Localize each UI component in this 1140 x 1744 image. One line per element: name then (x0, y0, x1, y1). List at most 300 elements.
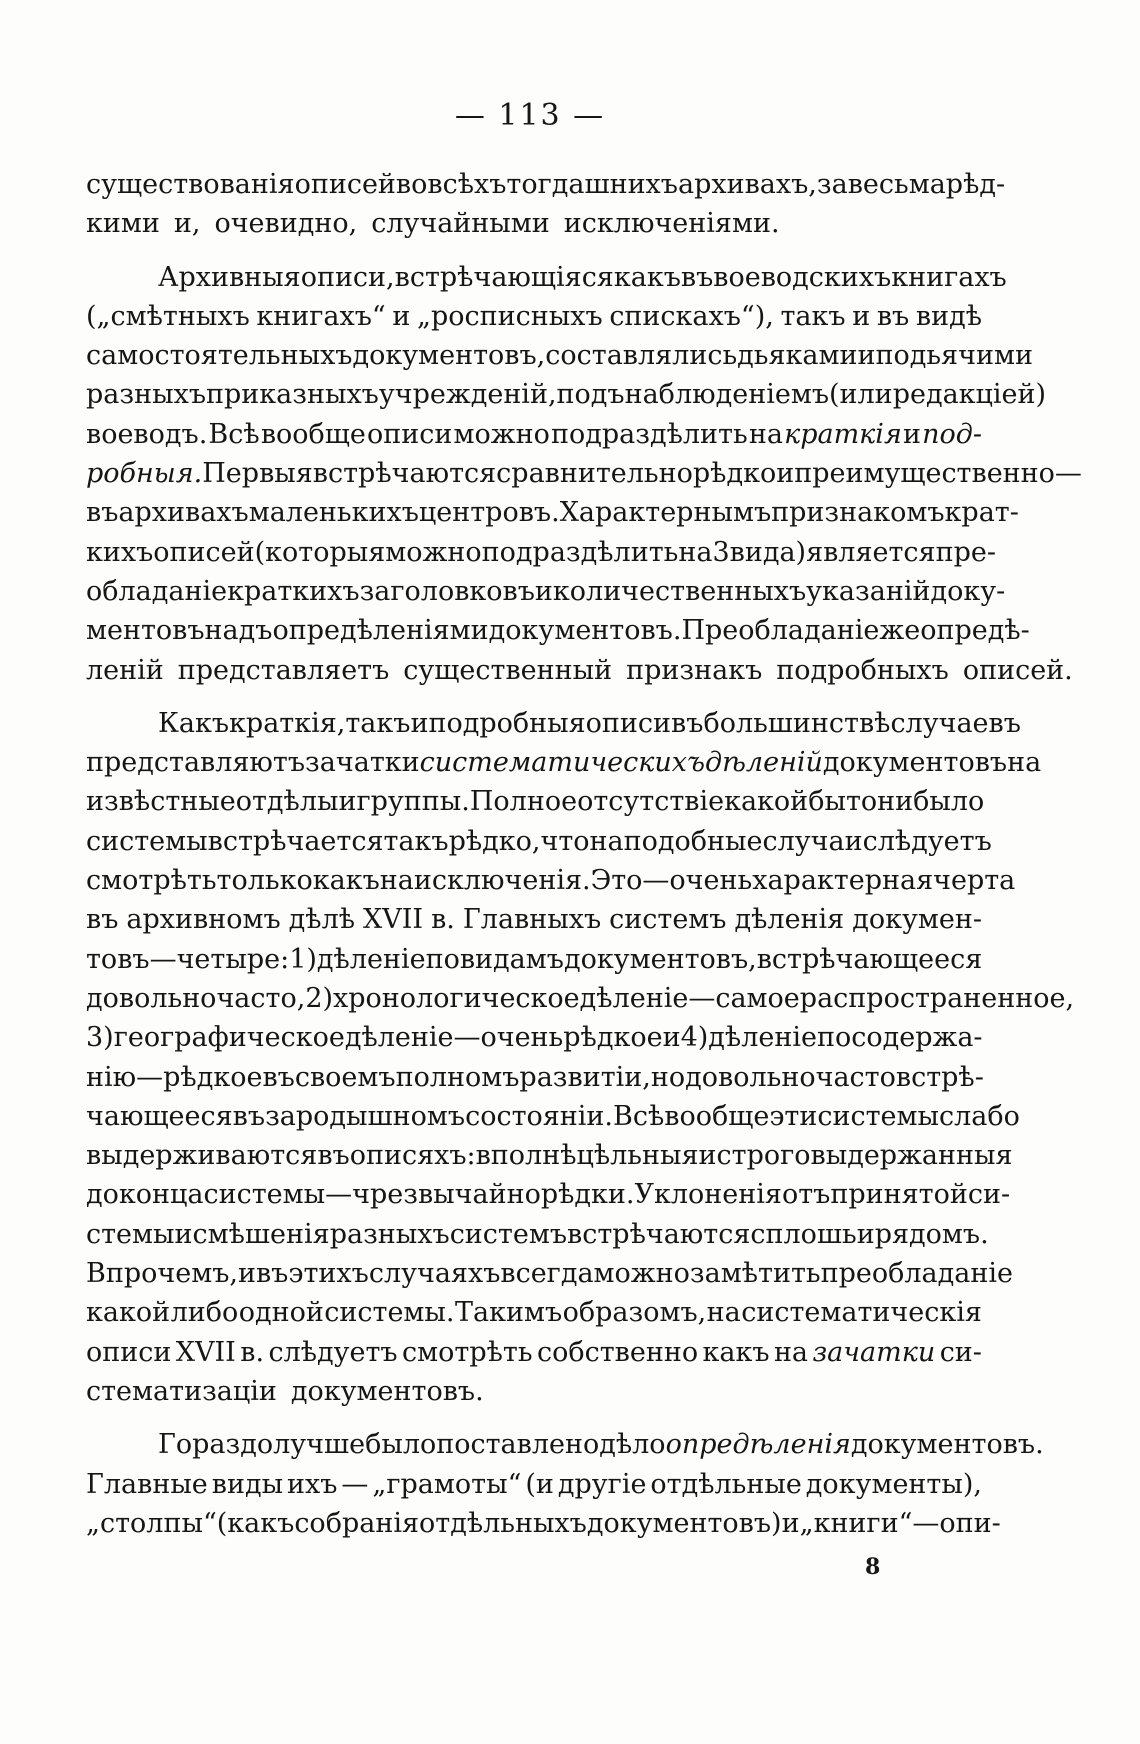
word: только (216, 865, 313, 897)
word: 1) (289, 943, 317, 975)
word: довольно (685, 1061, 816, 1093)
text-line (86, 336, 1033, 375)
word: документовъ, (352, 340, 546, 372)
word: полномъ (395, 1061, 520, 1093)
word: образомъ, (562, 1297, 707, 1329)
word: своемъ (294, 1061, 396, 1093)
word: географическое (113, 1022, 345, 1054)
word: и (781, 1507, 800, 1539)
word: Гораздо (158, 1429, 274, 1461)
word: описи, (300, 261, 395, 293)
body-text (86, 165, 1082, 1543)
word: на (589, 825, 624, 857)
word: въ (680, 261, 714, 293)
word: содержа- (851, 1022, 983, 1054)
word: выдерживаются (86, 1140, 318, 1172)
word: отъ (781, 1179, 831, 1211)
word: (или (829, 379, 893, 411)
word: учрежденій, (378, 379, 557, 411)
word: на (379, 865, 414, 897)
word: бы (808, 786, 846, 818)
word: указаній (806, 575, 931, 607)
word: и (662, 1022, 681, 1054)
word: Впрочемъ, (86, 1258, 238, 1290)
word: такъ (383, 825, 449, 857)
word: — (341, 1468, 369, 1500)
word: характерная (752, 865, 934, 897)
word: вида) (729, 536, 807, 568)
word: разныхъ (86, 379, 206, 411)
text-line (86, 415, 982, 454)
word: такъ (780, 300, 846, 332)
word: лучше (273, 1429, 366, 1461)
italic-word: краткія (784, 418, 902, 450)
word: тогдашнихъ (506, 169, 678, 200)
word: подьячими (875, 340, 1033, 372)
word: виды (211, 1468, 284, 1500)
word: дѣлѣ (288, 904, 356, 936)
word: описи (367, 418, 453, 450)
word: четыре: (176, 943, 290, 975)
text-line (86, 1372, 982, 1411)
word: подраздѣлить (481, 536, 679, 568)
italic-word: дѣленій (704, 747, 823, 779)
paragraph (86, 258, 1082, 690)
word: книгахъ (891, 261, 1007, 293)
word: стемы (86, 1218, 175, 1250)
word: Характернымъ (559, 497, 772, 529)
word: отдѣльные (650, 1468, 802, 1500)
text-line (86, 900, 982, 939)
word: одной (238, 1297, 324, 1329)
word: развитіи, (519, 1061, 651, 1093)
paragraph-gap (86, 690, 982, 704)
word: системы (86, 825, 208, 857)
word: дѣло (599, 1429, 666, 1461)
word: признакъ (626, 654, 763, 686)
word: встрѣчающіяся (394, 261, 614, 293)
page-number-header: — 113 — (454, 98, 606, 133)
word: смѣшенія (192, 1218, 330, 1250)
paragraph (86, 165, 1006, 244)
word: „столпы“ (86, 1507, 217, 1539)
word: маленькихъ (248, 497, 419, 529)
word: документовъ (822, 747, 1008, 779)
word: краткихъ (227, 575, 360, 607)
text-line (86, 861, 1016, 900)
word: документы), (805, 1468, 982, 1500)
word: дьяками (737, 340, 858, 372)
italic-word: опредѣленія (665, 1429, 851, 1461)
word: встрѣ- (895, 1061, 984, 1093)
word: 3 (712, 536, 730, 568)
word: — (149, 943, 177, 975)
word: и (392, 300, 411, 332)
word: 4) (680, 1022, 709, 1054)
word: нію—рѣдкое (86, 1061, 263, 1093)
word: самостоятельныхъ (86, 340, 353, 372)
paragraph-gap (86, 1411, 982, 1425)
word: Преобладаніе (681, 615, 880, 647)
paragraph (86, 704, 1075, 1411)
word: Полное (469, 786, 578, 818)
word: подобные (623, 825, 763, 857)
word: встрѣчаются (312, 458, 497, 490)
word: но (650, 1061, 686, 1093)
word: всегда (500, 1258, 594, 1290)
text-line (86, 297, 982, 336)
word: и (852, 300, 871, 332)
word: разныхъ (329, 1218, 450, 1250)
word: Всѣ (208, 418, 260, 450)
word: и (174, 1218, 193, 1250)
word: кими (86, 208, 160, 240)
text-line (86, 1018, 982, 1057)
word: дѣленіе—очень (344, 1022, 564, 1054)
word: эти (769, 1100, 818, 1132)
word: доку- (930, 575, 1006, 607)
word: же (879, 615, 921, 647)
word: наблюденіемъ (624, 379, 829, 411)
text-line (86, 782, 985, 821)
word: часто (815, 1061, 896, 1093)
word: въ (262, 1061, 295, 1093)
word: въ (86, 904, 119, 936)
word: по (816, 1022, 852, 1054)
text-line (86, 375, 1047, 414)
italic-word: систематическихъ (419, 747, 705, 779)
word: случаи (762, 825, 863, 857)
text-line (86, 1425, 1044, 1464)
word: сравнительно (496, 458, 693, 490)
word: исключеніями. (563, 208, 780, 240)
word: подробныхъ (776, 654, 949, 686)
word: и, (173, 208, 201, 240)
word: Уклоненія (634, 1179, 782, 1211)
word: вообще (664, 1100, 770, 1132)
word: на (748, 418, 783, 450)
word: в. (240, 1336, 265, 1368)
word: вполнѣ (475, 1140, 577, 1172)
word: конца (118, 1179, 204, 1211)
word: встрѣчается (207, 825, 384, 857)
word: и (857, 340, 876, 372)
word: архивномъ (126, 904, 281, 936)
word: видамъ (459, 943, 564, 975)
word: и (338, 786, 357, 818)
word: въ (317, 1140, 350, 1172)
text-line (86, 704, 1021, 743)
word: всѣхъ (427, 169, 507, 200)
word: то (845, 786, 878, 818)
word: довольно (86, 982, 217, 1014)
word: хронологическое (333, 982, 580, 1014)
word: рѣдкое (563, 1022, 663, 1054)
word: извѣстные (86, 786, 236, 818)
word: документовъ, (563, 943, 757, 975)
word: было (913, 786, 985, 818)
word: (и (525, 1468, 554, 1500)
italic-word: робныя. (86, 458, 203, 490)
word: видѣ (915, 300, 982, 332)
text-line (86, 979, 1075, 1018)
text-line (86, 1215, 989, 1254)
word: слѣдуетъ (268, 1336, 398, 1368)
text-line (86, 1293, 982, 1332)
word: (какъ (216, 1507, 295, 1539)
word: можно (593, 1258, 690, 1290)
word: системы. (324, 1297, 455, 1329)
word: Архивныя (158, 261, 301, 293)
word: и (902, 418, 921, 450)
word: воеводъ. (86, 418, 208, 450)
word: рѣдко, (448, 825, 541, 857)
word: случайными (371, 208, 550, 240)
word: такъ (345, 707, 411, 739)
word: системъ (609, 904, 727, 936)
word: строго (716, 1140, 811, 1172)
word: Это—очень (590, 865, 753, 897)
word: отдѣльныхъ (419, 1507, 587, 1539)
word: въ (876, 300, 910, 332)
word: докумен- (852, 904, 982, 936)
word: признакомъ (771, 497, 945, 529)
word: описей (153, 536, 255, 568)
word: рѣдки. (540, 1179, 635, 1211)
word: поставлено (436, 1429, 600, 1461)
word: представляетъ (177, 654, 390, 686)
word: какой (724, 786, 809, 818)
word: какъ (613, 261, 681, 293)
word: является (806, 536, 936, 568)
word: исключенія. (413, 865, 591, 897)
word: спискахъ“), (609, 300, 774, 332)
word: крат- (944, 497, 1019, 529)
word: и (534, 575, 553, 607)
text-line (86, 1097, 1020, 1136)
word: сплошь (750, 1218, 857, 1250)
text-line (86, 454, 1082, 493)
word: случаевъ (890, 707, 1021, 739)
text-line (86, 204, 982, 243)
word: XVII (363, 904, 424, 936)
word: замѣтить (689, 1258, 821, 1290)
word: въ (255, 1258, 289, 1290)
word: либо (170, 1297, 239, 1329)
word: преобладаніе (820, 1258, 1013, 1290)
word: какъ (702, 1336, 770, 1368)
word: и (698, 1140, 717, 1172)
text-line (86, 1136, 1013, 1175)
word: документовъ. (850, 1429, 1044, 1461)
word: „росписныхъ (417, 300, 603, 332)
word: документовъ. (290, 1375, 484, 1407)
text-line (86, 940, 982, 979)
word: опредѣленіями (272, 615, 489, 647)
italic-word: под- (922, 418, 982, 450)
word: описи (585, 707, 672, 739)
word: состояніи. (465, 1100, 614, 1132)
word: какъ (312, 865, 380, 897)
word: описей. (962, 654, 1073, 686)
word: что (540, 825, 590, 857)
word: подъ (556, 379, 625, 411)
word: смотрѣть (402, 1336, 533, 1368)
word: и (856, 1218, 875, 1250)
word: системы (817, 1100, 940, 1132)
word: системъ (449, 1218, 568, 1250)
word: приказныхъ (206, 379, 379, 411)
word: отсутствіе (577, 786, 725, 818)
word: опредѣ- (920, 615, 1030, 647)
word: 2) (305, 982, 334, 1014)
word: и (237, 1258, 256, 1290)
text-line (86, 258, 1007, 297)
word: зародышномъ (265, 1100, 466, 1132)
word: пре- (935, 536, 996, 568)
word: слѣдуетъ (862, 825, 992, 857)
word: на (678, 536, 713, 568)
word: опи- (939, 1507, 1001, 1539)
word: подробныя (428, 707, 586, 739)
text-line (86, 743, 1042, 782)
word: встрѣчающееся (756, 943, 983, 975)
word: ментовъ (86, 615, 205, 647)
word: описяхъ: (349, 1140, 476, 1172)
word: в. (431, 904, 455, 936)
word: систематическія (741, 1297, 982, 1329)
word: рѣдко (692, 458, 777, 490)
word: обладаніе (86, 575, 228, 607)
text-line (86, 611, 1030, 650)
word: товъ (86, 943, 150, 975)
text-line (86, 165, 1006, 204)
word: и (410, 707, 429, 739)
word: надъ (204, 615, 273, 647)
word: случаяхъ (368, 1258, 501, 1290)
word: системы—чрезвычайно (203, 1179, 541, 1211)
word: 3) (86, 1022, 114, 1054)
word: слабо (939, 1100, 1020, 1132)
word: архивахъ (118, 497, 249, 529)
word: заголовковъ (359, 575, 535, 607)
word: Главные (86, 1468, 208, 1500)
word: ни (877, 786, 914, 818)
word: си- (967, 1179, 1011, 1211)
word: архивахъ, (677, 169, 817, 200)
word: (которыя (254, 536, 386, 568)
word: Какъ (158, 707, 230, 739)
word: рѣд- (945, 169, 1006, 200)
word: центровъ. (418, 497, 560, 529)
word: Главныхъ (462, 904, 602, 936)
text-line (86, 1254, 1013, 1293)
word: по (425, 943, 460, 975)
word: до (86, 1179, 119, 1211)
word: дѣленія (734, 904, 845, 936)
word: весьма (847, 169, 946, 200)
word: за (816, 169, 848, 200)
word: преимущественно— (794, 458, 1082, 490)
word: рядомъ. (874, 1218, 989, 1250)
word: стематизаціи (86, 1375, 277, 1407)
word: представляютъ (86, 747, 306, 779)
word: часто, (216, 982, 306, 1014)
word: встрѣчаются (567, 1218, 751, 1250)
word: — (912, 1507, 940, 1539)
word: зачатки (305, 747, 420, 779)
text-line (86, 822, 992, 861)
word: на (1007, 747, 1042, 779)
word: на (773, 1336, 809, 1368)
word: книгахъ“ (256, 300, 386, 332)
word: дѣленіе—самое (579, 982, 800, 1014)
word: на (706, 1297, 741, 1329)
word: вообще (260, 418, 366, 450)
word: какой (86, 1297, 171, 1329)
word: этихъ (288, 1258, 369, 1290)
text-line (86, 533, 996, 572)
word: и (776, 458, 795, 490)
word: количественныхъ (552, 575, 807, 607)
word: во (395, 169, 428, 200)
paragraph-gap (86, 244, 982, 258)
word: „книги“ (799, 1507, 913, 1539)
text-line (86, 572, 1006, 611)
word: краткія, (229, 707, 346, 739)
word: принятой (830, 1179, 968, 1211)
word: леній (86, 654, 164, 686)
word: въ (232, 1100, 266, 1132)
word: отдѣлы (235, 786, 339, 818)
word: воеводскихъ (713, 261, 892, 293)
word: можно (385, 536, 482, 568)
word: редакціей) (892, 379, 1047, 411)
text-line (86, 1058, 982, 1097)
word: описей (294, 169, 396, 200)
word: Всѣ (613, 1100, 665, 1132)
word: выдержанныя (810, 1140, 1013, 1172)
signature-mark: 8 (865, 1554, 881, 1580)
word: дѣленіе (316, 943, 426, 975)
text-line (86, 1333, 982, 1372)
text-line (86, 493, 1019, 532)
text-line (86, 651, 1073, 690)
word: Такимъ (454, 1297, 563, 1329)
text-line (86, 1175, 1011, 1214)
word: распространенное, (799, 982, 1075, 1014)
word: смотрѣть (86, 865, 217, 897)
word: документовъ) (586, 1507, 782, 1539)
word: существенный (403, 654, 613, 686)
word: чающееся (86, 1100, 233, 1132)
word: документовъ. (488, 615, 682, 647)
word: группы. (356, 786, 470, 818)
word: („смѣтныхъ (86, 300, 250, 332)
word: другіе (557, 1468, 647, 1500)
word: подраздѣлить (551, 418, 748, 450)
text-line (86, 1465, 982, 1504)
word: ихъ (287, 1468, 338, 1500)
word: XVII (175, 1336, 236, 1368)
word: въ (86, 497, 119, 529)
paragraph (86, 1425, 1044, 1543)
word: собственно (536, 1336, 699, 1368)
word: черта (933, 865, 1016, 897)
word: „грамоты“ (372, 1468, 522, 1500)
italic-word: зачатки (812, 1336, 936, 1368)
word: можно (453, 418, 550, 450)
